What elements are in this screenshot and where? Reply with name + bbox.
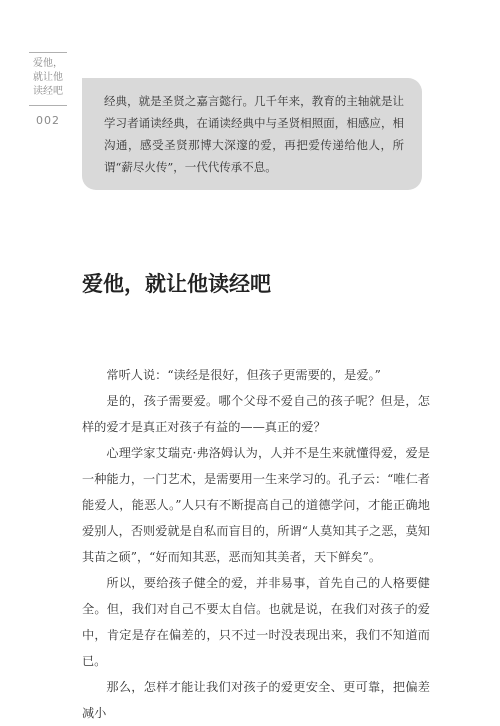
paragraph: 那么，怎样才能让我们对孩子的爱更安全、更可靠，把偏差减小 (82, 680, 430, 720)
callout-text: 经典，就是圣贤之嘉言懿行。几千年来，教育的主轴就是让学习者诵读经典，在诵读经典中与圣贤相照面，相感应，相沟通，感受圣贤那博大深邃的爱，再把爱传递给他人，所谓“薪尽火传”，一代代传承不息。 (104, 94, 404, 174)
margin-top-rule (29, 52, 67, 53)
paragraph: 所以，要给孩子健全的爱，并非易事，首先自己的人格要健全。但，我们对自己不要太自信。也就是说，在我们对孩子的爱中，肯定是存在偏差的，只不过一时没表现出来，我们不知道而已。 (82, 576, 430, 668)
page-number: 002 (36, 114, 60, 127)
paragraph: 是的，孩子需要爱。哪个父母不爱自己的孩子呢？但是，怎样的爱才是真正对孩子有益的——真正的爱？ (82, 394, 430, 434)
paragraph: 常听人说：“读经是很好，但孩子更需要的，是爱。” (106, 368, 381, 382)
body-text (82, 362, 430, 726)
section-title: 爱他，就让他读经吧 (82, 272, 271, 296)
paragraph: 心理学家艾瑞克·弗洛姆认为，人并不是生来就懂得爱，爱是一种能力，一门艺术，是需要用一生来学习的。孔子云：“唯仁者能爱人，能恶人。”人只有不断提高自己的道德学问，才能正确地爱别人，否则爱就是自私而盲目的，所谓“人莫知其子之恶，莫知其苗之硕”，“好而知其恶，恶而知其美者，天下鲜矣”。 (82, 446, 430, 564)
margin-column (29, 52, 67, 127)
intro-callout (82, 78, 422, 190)
margin-bottom-rule (29, 105, 67, 106)
chapter-label: 爱他， 就让他 读经吧 (33, 58, 63, 97)
